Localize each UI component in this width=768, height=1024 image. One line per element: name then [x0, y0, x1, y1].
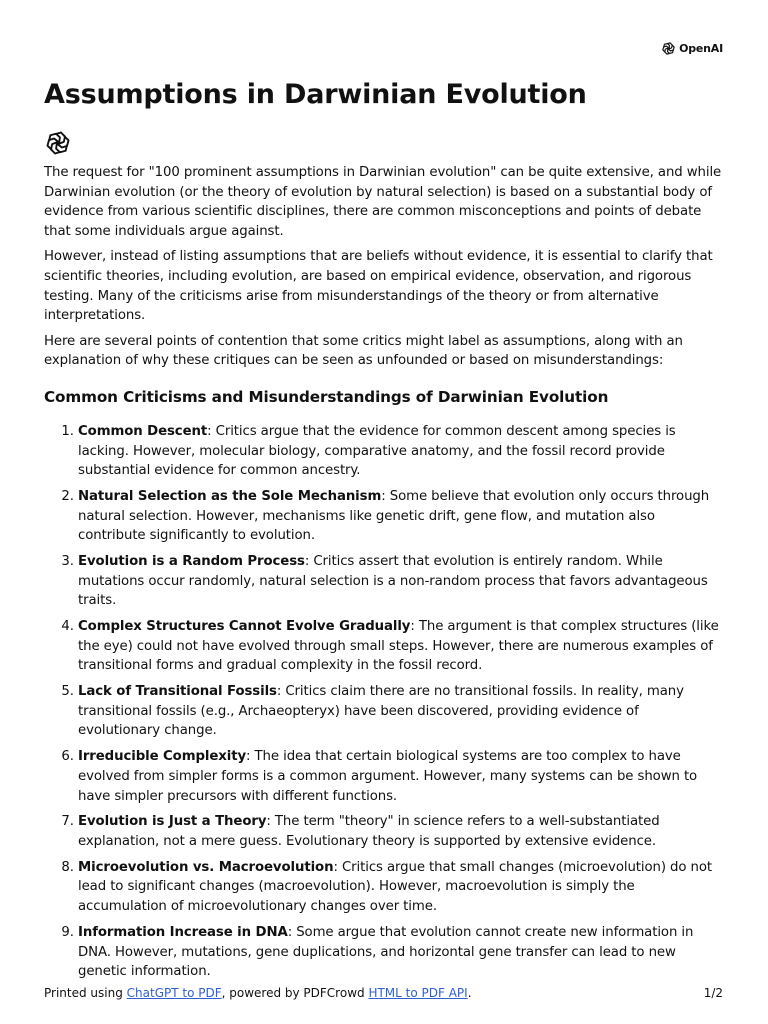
list-item-term: Information Increase in DNA	[78, 924, 288, 940]
chatgpt-logo-icon	[44, 129, 72, 157]
list-item-term: Lack of Transitional Fossils	[78, 684, 277, 700]
list-item-term: Natural Selection as the Sole Mechanism	[78, 489, 382, 505]
footer-suffix: .	[467, 986, 472, 1000]
html-to-pdf-api-link[interactable]: HTML to PDF API	[368, 986, 468, 1000]
list-item	[78, 617, 724, 676]
list-item-text: : Critics argue that small changes (microevolution) do not lead to significant changes (macroevolution). However, macroevolution is simply the accumulation of microevolutionary changes over time.	[78, 859, 713, 915]
footer-prefix: Printed using	[44, 986, 127, 1000]
brand-label: OpenAI	[679, 42, 723, 55]
list-item	[78, 422, 724, 481]
page-footer	[44, 985, 723, 1001]
list-item-text: : Critics assert that evolution is entirely random. While mutations occur randomly, natural selection is a non-random process that favors advantageous traits.	[78, 554, 708, 609]
list-item-term: Common Descent	[78, 423, 208, 439]
section-heading: Common Criticisms and Misunderstandings of Darwinian Evolution	[44, 387, 609, 406]
list-item	[78, 747, 724, 806]
list-item-text: : Some believe that evolution only occurs through natural selection. However, mechanisms like genetic drift, gene flow, and mutation also contribute significantly to evolution.	[78, 489, 710, 544]
list-item-text: : The term "theory" in science refers to a well-substantiated explanation, not a mere guess. Evolutionary theory is supported by extensive evidence.	[78, 814, 660, 849]
list-item-text: : Some argue that evolution cannot create new information in DNA. However, mutations, gene duplications, and horizontal gene transfer can lead to new genetic information.	[78, 924, 694, 980]
contention-paragraph: Here are several points of contention that some critics might label as assumptions, along with an explanation of why these critiques can be seen as unfounded or based on misunderstandings:	[44, 333, 683, 369]
page-title: Assumptions in Darwinian Evolution	[44, 79, 587, 110]
list-item	[78, 923, 724, 982]
intro-paragraph: The request for "100 prominent assumptions in Darwinian evolution" can be quite extensive, and while Darwinian evolution (or the theory of evolution by natural selection) is based on a substantial body of evidence from various scientific disciplines, there are common misconceptions and points of debate that some individuals argue against.	[44, 165, 722, 239]
chatgpt-to-pdf-link[interactable]: ChatGPT to PDF	[126, 986, 222, 1000]
list-item-text: : The idea that certain biological systems are too complex to have evolved from simpler forms is a common argument. However, many systems can be shown to have simpler precursors with different functions.	[78, 749, 698, 804]
footer-credit	[44, 985, 472, 1001]
footer-middle: , powered by PDFCrowd	[221, 986, 369, 1000]
list-item-term: Evolution is Just a Theory	[78, 814, 267, 830]
document-body	[44, 78, 724, 988]
list-item-text: : The argument is that complex structures (like the eye) could not have evolved through small steps. However, there are numerous examples of transitional forms and gradual complexity in the fossil record.	[78, 619, 719, 674]
criticisms-list	[44, 422, 724, 982]
page-number: 1/2	[703, 986, 723, 1000]
list-item	[78, 812, 724, 851]
list-item	[78, 858, 724, 917]
openai-logo-icon	[661, 41, 676, 56]
list-item-text: : Critics argue that the evidence for common descent among species is lacking. However, molecular biology, comparative anatomy, and the fossil record provide substantial evidence for common ancestry.	[78, 423, 676, 479]
list-item	[78, 487, 724, 546]
clarification-paragraph: However, instead of listing assumptions that are beliefs without evidence, it is essential to clarify that scientific theories, including evolution, are based on empirical evidence, observation, and rigorous testing. Many of the criticisms arise from misunderstandings of the theory or from alternative interpretations.	[44, 249, 713, 324]
list-item-term: Microevolution vs. Macroevolution	[78, 859, 334, 875]
openai-brand	[661, 41, 723, 56]
list-item-term: Evolution is a Random Process	[78, 554, 305, 570]
list-item	[78, 552, 724, 611]
list-item-text: : Critics claim there are no transitional fossils. In reality, many transitional fossils (e.g., Archaeopteryx) have been discovered, providing evidence of evolutionary change.	[78, 684, 684, 739]
list-item	[78, 682, 724, 741]
list-item-term: Complex Structures Cannot Evolve Gradually	[78, 619, 411, 635]
list-item-term: Irreducible Complexity	[78, 749, 247, 765]
